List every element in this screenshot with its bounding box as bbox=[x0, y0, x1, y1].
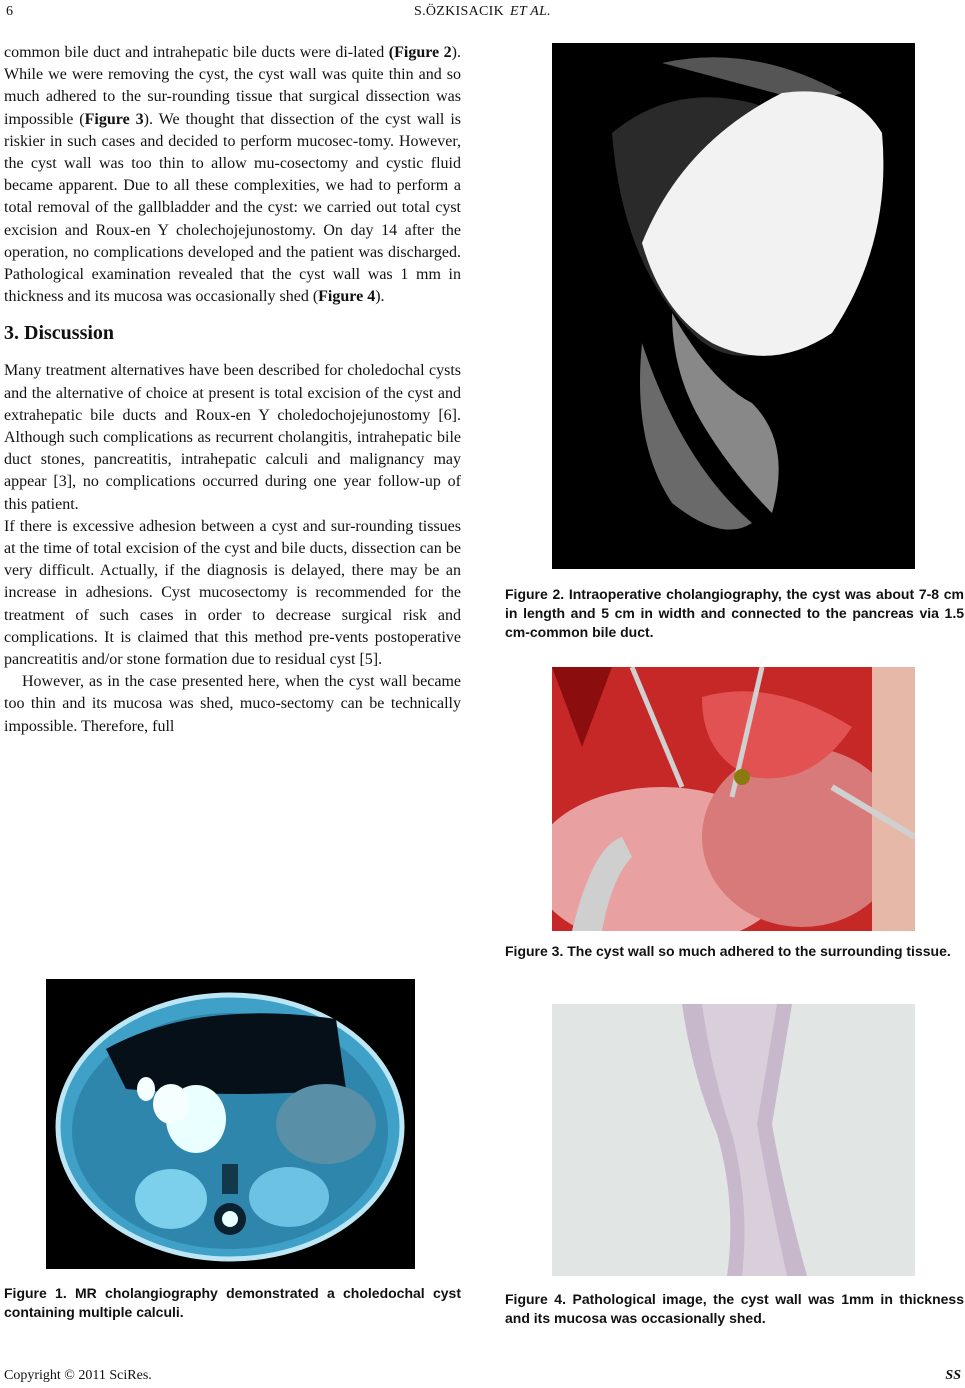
journal-footer: SS bbox=[945, 1368, 961, 1383]
paragraph-3: If there is excessive adhesion between a cyst and sur-rounding tissues at the time of total excision of the cyst and bile ducts, dissection can be very difficult. Actually, if the diagnosis is delayed, there may be an increase in adhesions. Cyst mucosectomy is recommended for the treatment of such cases in order to decrease surgical risk and complications. It is claimed that this method pre-vents postoperative pancreatitis and/or stone formation due to residual cyst [5]. bbox=[4, 517, 461, 669]
running-head-etal: ET AL. bbox=[510, 4, 551, 19]
page-number: 6 bbox=[6, 4, 13, 19]
cholangiography-graphic bbox=[552, 43, 915, 569]
figure-2-reference: (Figure 2 bbox=[388, 44, 452, 61]
p1-part-c: ). We thought that dissection of the cyst wall is riskier in such cases and decided to perform mucosec-tomy. However, the cyst wall was too thin to allow mu-cosectomy and cystic fluid became apparent. Due to all these complexities, we had to perform a total removal of the gallbladder and the cyst: we carried out total cyst excision and Roux-en Y cholechojejunostomy. On day 14 after the operation, no complications developed and the patient was discharged. Pathological examination revealed that the cyst wall was 1 mm in thickness and its mucosa was occasionally shed ( bbox=[4, 110, 462, 306]
p1-part-d: ). bbox=[375, 288, 385, 306]
copyright-footer: Copyright © 2011 SciRes. bbox=[4, 1368, 152, 1383]
figure-2-caption: Figure 2. Intraoperative cholangiography, the cyst was about 7-8 cm in length and 5 cm in width and connected to the pancreas via 1.5 cm-common bile duct. bbox=[505, 586, 964, 640]
figure-4-reference: Figure 4 bbox=[318, 288, 376, 306]
figure-3-caption: Figure 3. The cyst wall so much adhered to the surrounding tissue. bbox=[505, 943, 951, 959]
figure-2-cholangiography bbox=[552, 43, 915, 569]
p1-part-b: ). While we were removing the cyst, the cyst wall was quite thin and so much adhered to the sur-rounding tissue that surgical dissection was impossible ( bbox=[4, 44, 461, 128]
figure-1-mr-image bbox=[46, 979, 415, 1269]
paragraph-1 bbox=[4, 42, 461, 308]
paragraph-4: However, as in the case presented here, when the cyst wall became too thin and its mucosa was shed, muco-sectomy can be technically impossible. Therefore, full bbox=[4, 673, 461, 735]
running-head-authors: S.ÖZKISACIK bbox=[413, 4, 505, 19]
figure-3-reference: Figure 3 bbox=[84, 110, 144, 128]
pathology-graphic bbox=[552, 1004, 915, 1276]
p1-part-a: common bile duct and intrahepatic bile ducts were di-lated bbox=[4, 44, 389, 61]
figure-4-caption: Figure 4. Pathological image, the cyst wall was 1mm in thickness and its mucosa was occasionally shed. bbox=[505, 1291, 964, 1326]
figure-3-surgical-photo bbox=[552, 667, 915, 931]
running-head bbox=[0, 4, 965, 20]
surgical-photo-graphic bbox=[552, 667, 915, 931]
section-heading-discussion: 3. Discussion bbox=[4, 322, 115, 345]
figure-4-pathology-image bbox=[552, 1004, 915, 1276]
figure-1-caption: Figure 1. MR cholangiography demonstrated a choledochal cyst containing multiple calculi. bbox=[4, 1285, 461, 1320]
paragraph-2: Many treatment alternatives have been described for choledochal cysts and the alternative of choice at present is total excision of the cyst and extrahepatic bile ducts and Roux-en Y choledochojejunostomy [6]. Although such complications as recurrent cholangitis, intrahepatic bile duct stones, pancreatitis, intrahepatic calculi and malignancy may appear [3], no complications occurred during one year follow-up of this patient. bbox=[4, 362, 461, 513]
mr-scan-graphic bbox=[46, 979, 415, 1269]
left-column bbox=[4, 42, 461, 738]
